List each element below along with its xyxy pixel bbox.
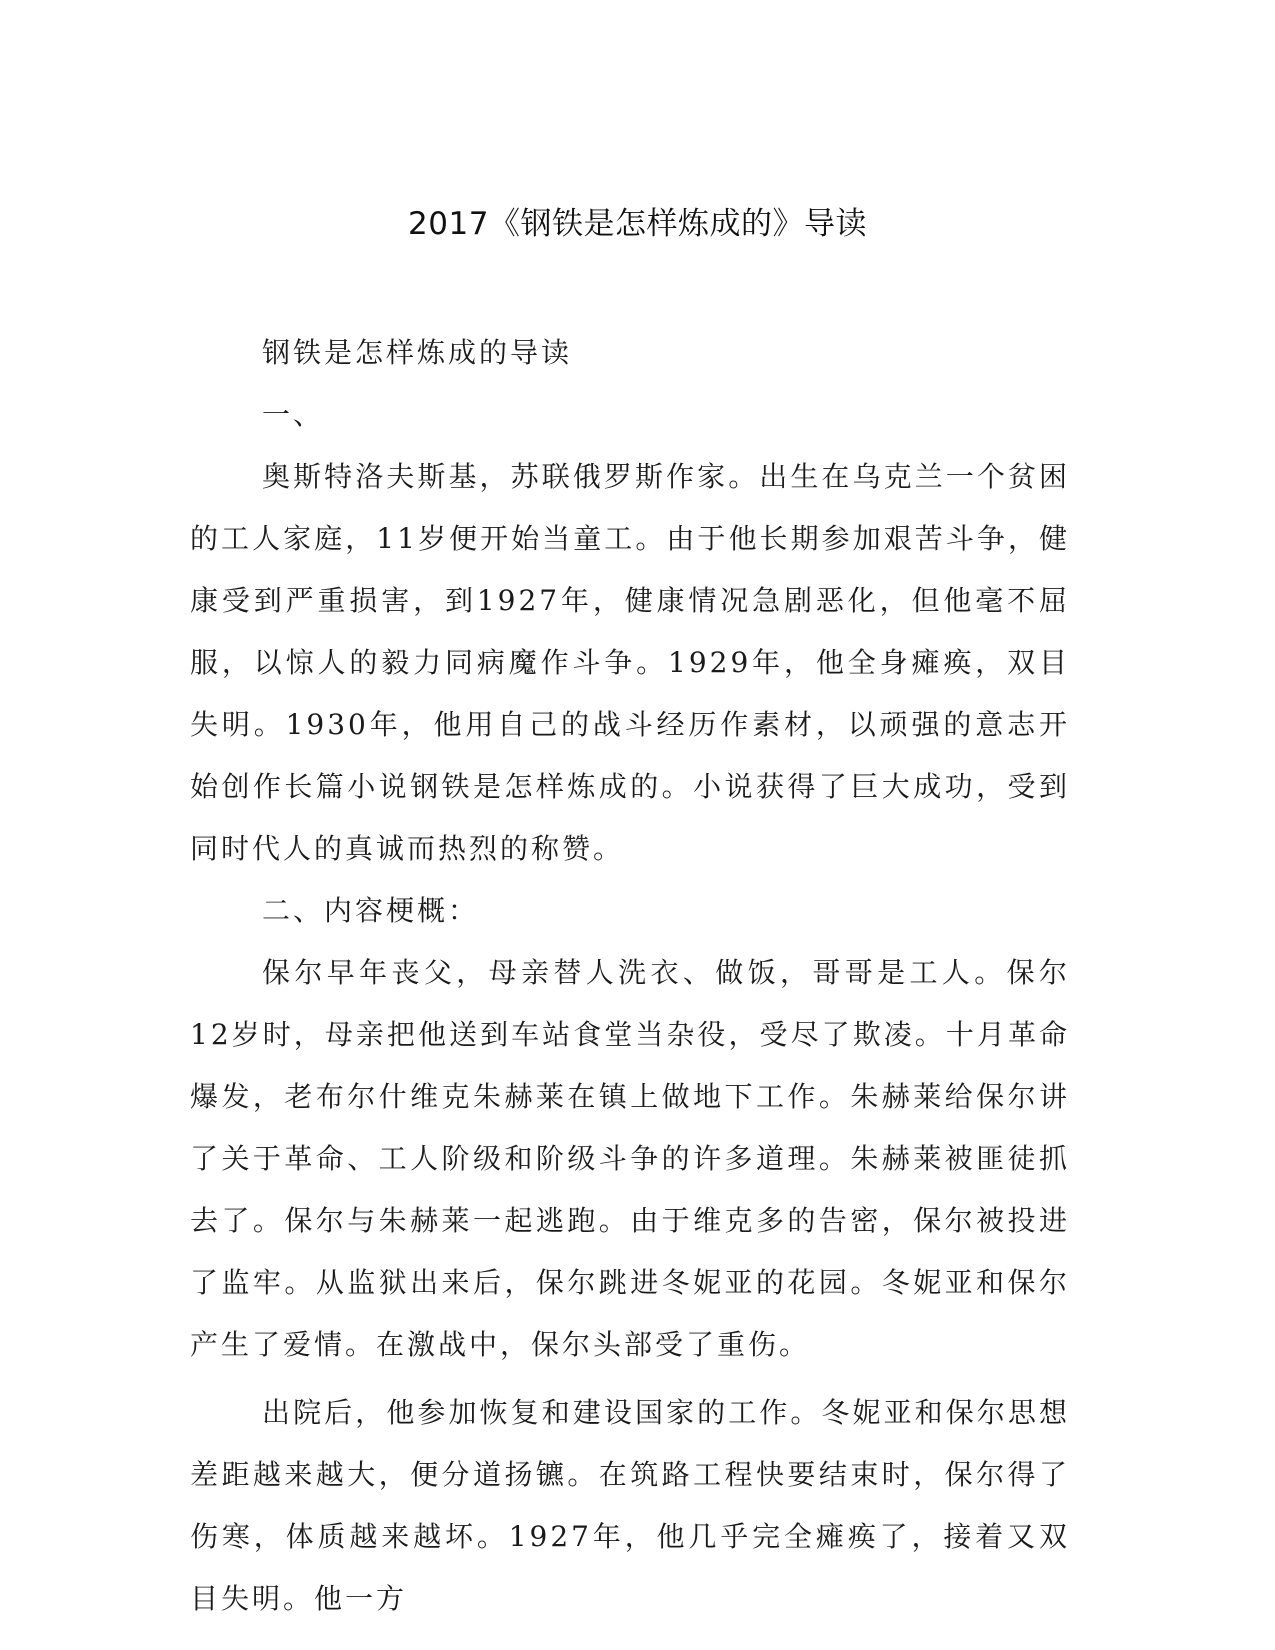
paragraph-section-one-heading: 一、 [262,398,325,431]
paragraph-section-two-heading: 二、内容梗概： [262,894,480,927]
paragraph-subtitle: 钢铁是怎样炼成的导读 [262,336,573,369]
document-title: 2017《钢铁是怎样炼成的》导读 [408,206,867,242]
paragraph-summary-part-two: 出院后，他参加恢复和建设国家的工作。冬妮亚和保尔思想差距越来越大，便分道扬镳。在筑路工程快要结束时，保尔得了伤寒，体质越来越坏。1927年，他几乎完全瘫痪了，接着又双目失明。他一方 [190,1396,1070,1615]
paragraph-author-bio: 奥斯特洛夫斯基，苏联俄罗斯作家。出生在乌克兰一个贫困的工人家庭，11岁便开始当童工。由于他长期参加艰苦斗争，健康受到严重损害，到1927年，健康情况急剧恶化，但他毫不屈服，以惊人的毅力同病魔作斗争。1929年，他全身瘫痪，双目失明。1930年，他用自己的战斗经历作素材，以顽强的意志开始创作长篇小说钢铁是怎样炼成的。小说获得了巨大成功，受到同时代人的真诚而热烈的称赞。 [190,460,1070,865]
document-body [190,322,1070,1630]
paragraph-summary-part-one: 保尔早年丧父，母亲替人洗衣、做饭，哥哥是工人。保尔12岁时，母亲把他送到车站食堂当杂役，受尽了欺凌。十月革命爆发，老布尔什维克朱赫莱在镇上做地下工作。朱赫莱给保尔讲了关于革命、工人阶级和阶级斗争的许多道理。朱赫莱被匪徒抓去了。保尔与朱赫莱一起逃跑。由于维克多的告密，保尔被投进了监牢。从监狱出来后，保尔跳进冬妮亚的花园。冬妮亚和保尔产生了爱情。在激战中，保尔头部受了重伤。 [190,956,1070,1361]
